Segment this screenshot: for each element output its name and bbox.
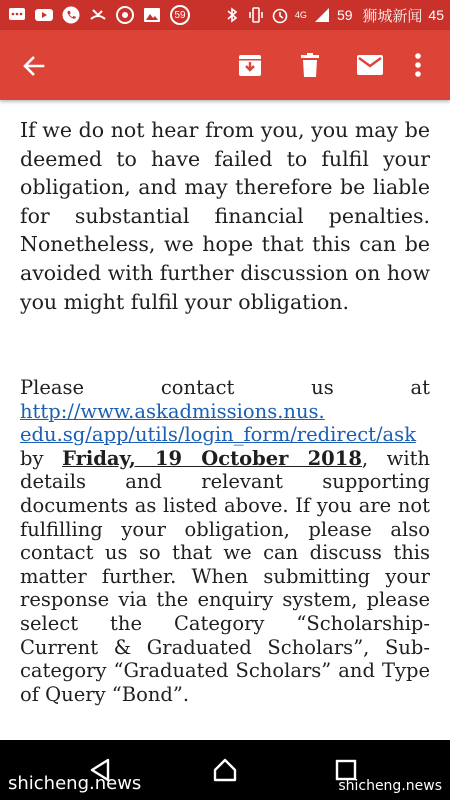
email-paragraph-obligation: If we do not hear from you, you may be deemed to have failed to fulfil your obligation, and may therefore be liable for substantial financial penalties. Nonetheless, we hope that this can be avoided with further discussion on how you might fulfil your obligation. (20, 118, 430, 314)
back-button[interactable] (20, 52, 48, 80)
status-bar (0, 0, 450, 30)
watermark-left: shicheng.news (8, 773, 142, 794)
archive-button[interactable] (236, 51, 264, 79)
system-nav-bar (0, 740, 450, 800)
watermark-right: shicheng.news (338, 778, 442, 794)
gallery-icon (143, 7, 161, 23)
phone-icon (62, 7, 80, 23)
app-bar (0, 30, 450, 100)
more-options-button[interactable] (408, 51, 428, 79)
contact-details-text: , with details and relevant supporting documents as listed above. If you are not fulfilling your obligation, please also contact us so that we can discuss this matter further. When submitting your response via the enquiry system, please select the Category “Scholarship-Current & Graduated Scholars”, Sub-category “Graduated Scholars” and Type of Query “Bond”. (20, 446, 430, 706)
bluetooth-icon (223, 7, 241, 23)
youtube-icon (35, 7, 53, 23)
email-body (20, 116, 430, 706)
archive-icon (237, 52, 263, 78)
mail-icon (356, 54, 384, 76)
alarm-icon (271, 7, 289, 23)
delete-icon (298, 52, 322, 78)
watermark-logo-text: 狮城新闻 (362, 6, 423, 25)
email-paragraph-contact (20, 376, 430, 706)
mail-button[interactable] (356, 51, 384, 79)
signal-icon (313, 7, 331, 23)
contact-prefix-text: Please contact us at (20, 376, 430, 399)
status-bar-system (223, 5, 450, 26)
status-time: 59 (336, 7, 353, 23)
more-vert-icon (414, 52, 422, 78)
status-bar-notifications (0, 5, 190, 25)
home-nav-button[interactable] (212, 757, 238, 783)
by-text: by (20, 446, 63, 470)
deadline-date: Friday, 19 October 2018 (62, 446, 362, 470)
back-arrow-icon (20, 52, 48, 80)
vibrate-icon (247, 7, 265, 23)
chat-bubble-icon (8, 7, 26, 23)
network-type-label: 4G (294, 9, 307, 20)
delete-button[interactable] (296, 51, 324, 79)
notification-count-badge: 59 (170, 5, 190, 25)
askadmissions-link[interactable]: http://www.askadmissions.nus. edu.sg/app/utils/login_form/redirect/ask (20, 399, 417, 447)
chrome-icon (116, 7, 134, 23)
status-time-suffix: 45 (428, 7, 444, 23)
missed-call-icon (89, 7, 107, 23)
